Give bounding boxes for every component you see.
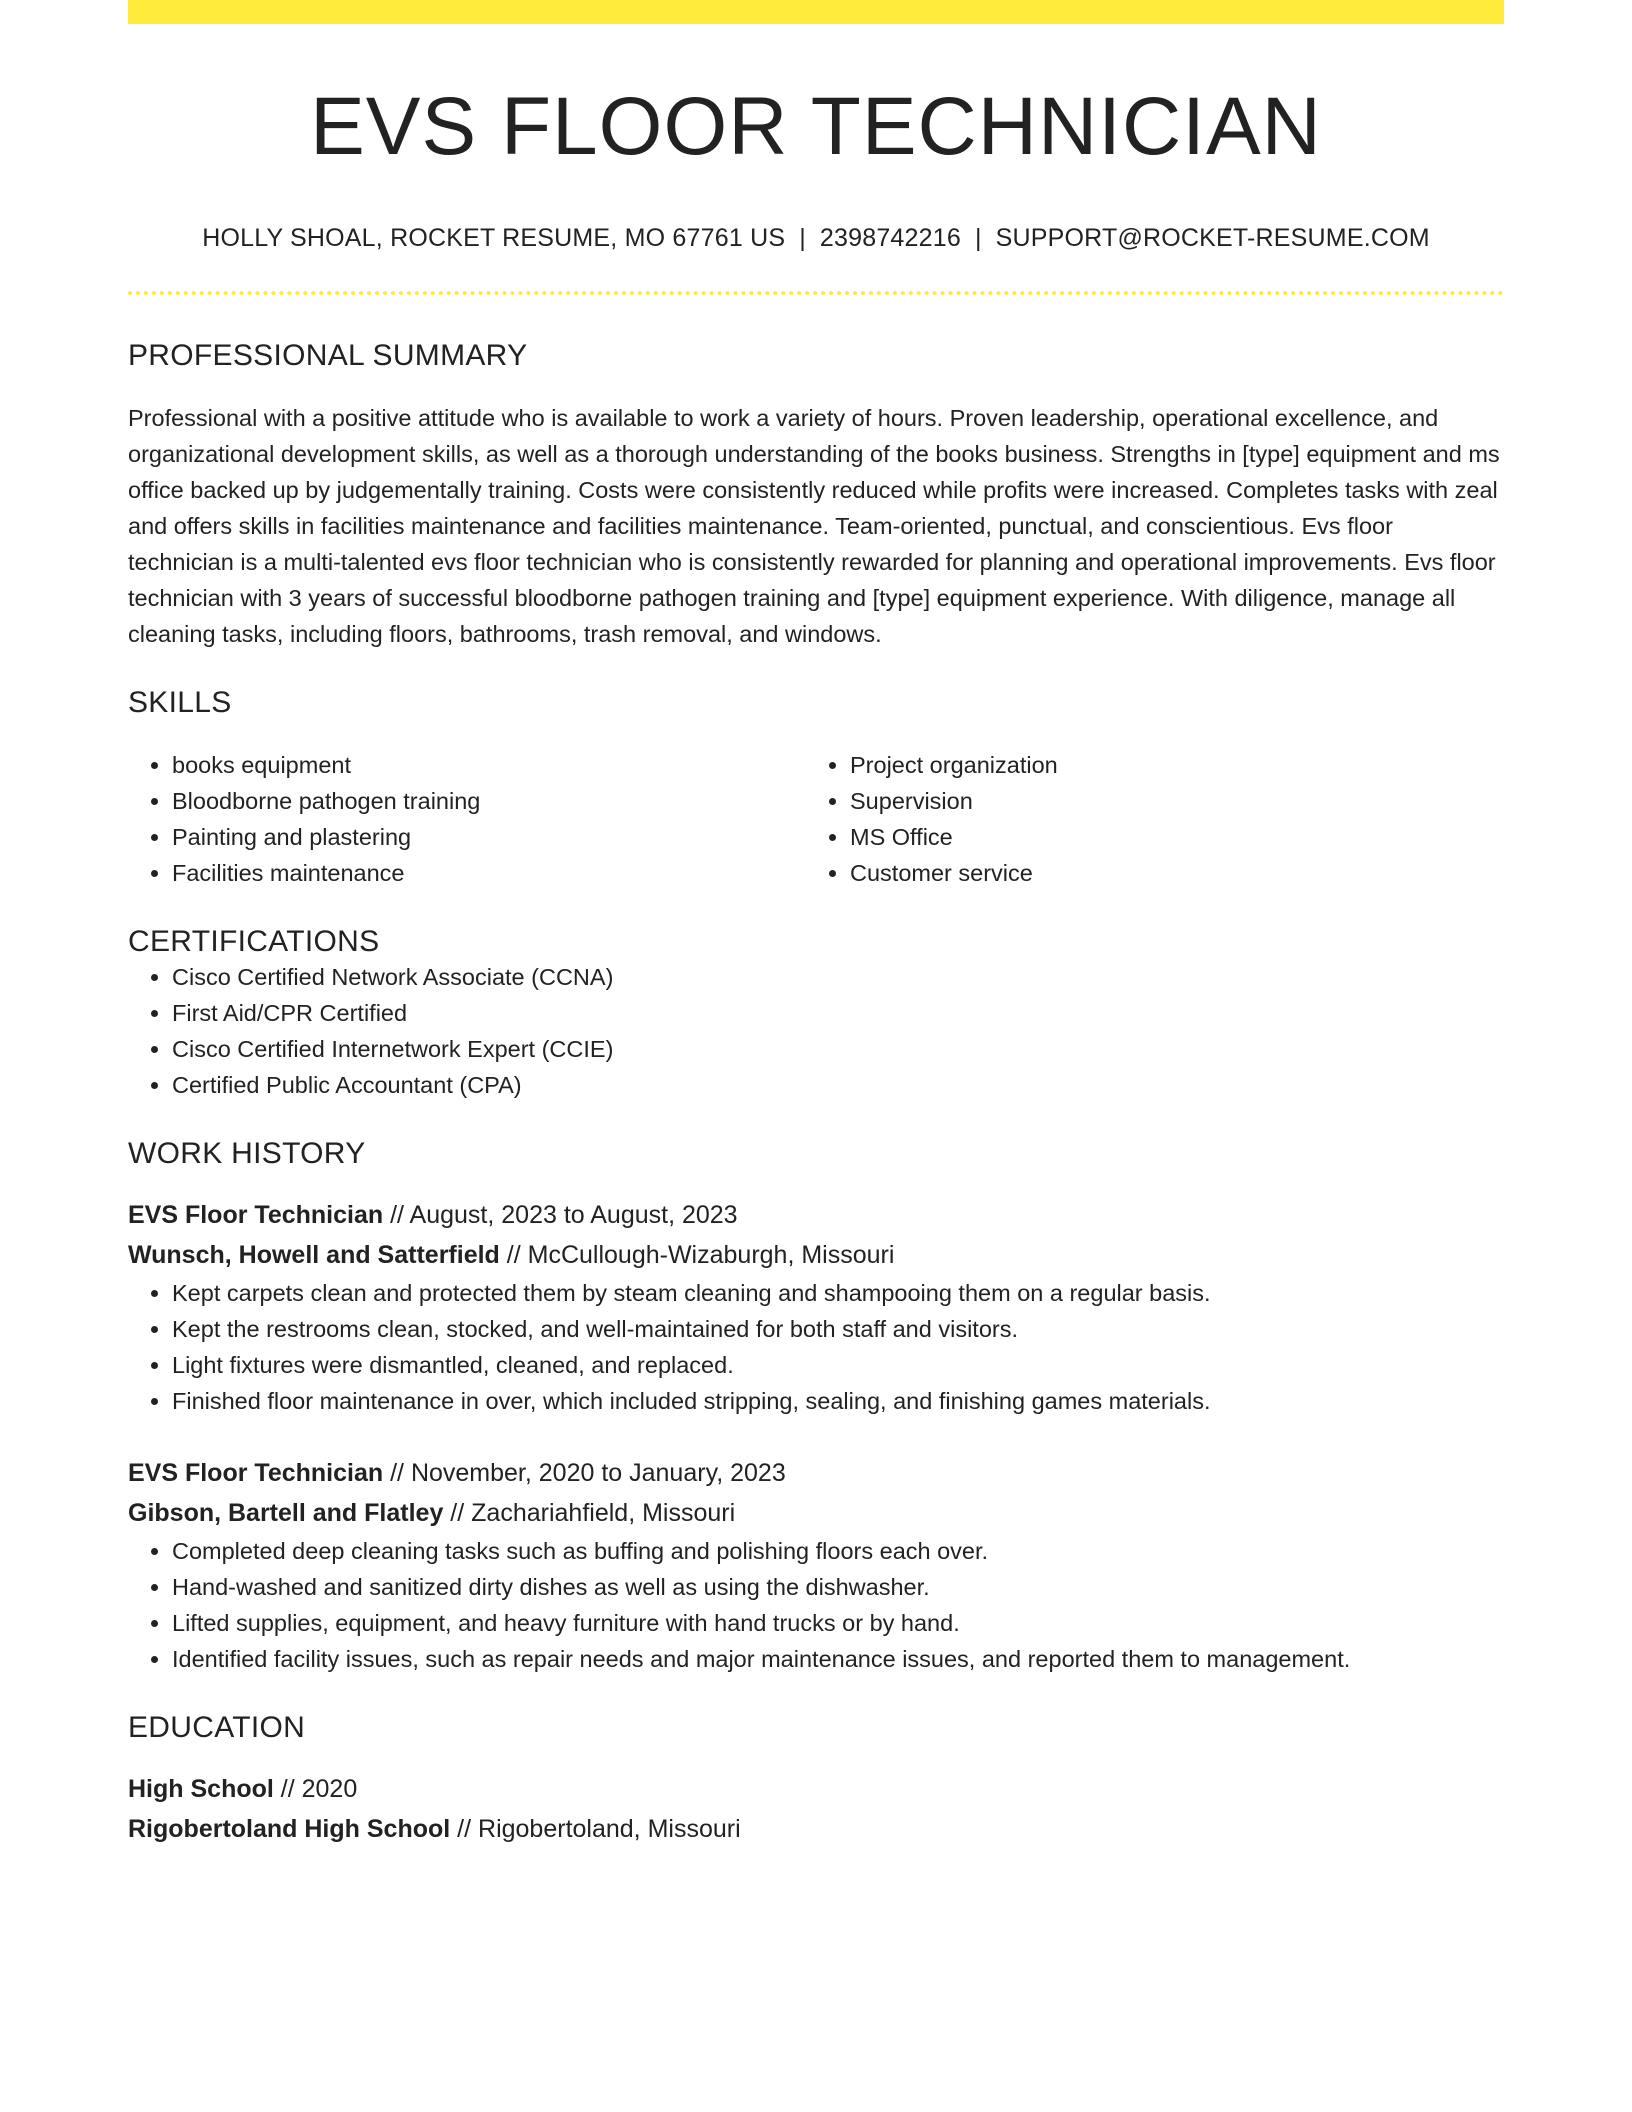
certification-item: • Cisco Certified Internetwork Expert (CCIE) [172,1031,1504,1067]
contact-separator: | [974,224,982,253]
job-separator: // [443,1499,472,1528]
education-separator: // [273,1775,302,1804]
work-history-heading: WORK HISTORY [128,1137,366,1171]
education-degree: High School [128,1775,274,1804]
job-bullet: • Lifted supplies, equipment, and heavy furniture with hand trucks or by hand. [172,1605,1504,1641]
job-separator: // [383,1201,410,1230]
skills-column-right [806,747,1484,891]
resume-page [128,0,1504,1849]
job-company-line [128,1235,1504,1275]
skill-item: • Project organization [850,747,1484,783]
skill-item: • MS Office [850,819,1484,855]
work-history-section [128,1137,1504,1677]
skill-item: • Supervision [850,783,1484,819]
certifications-section [128,925,1504,1103]
contact-email: SUPPORT@ROCKET-RESUME.COM [995,224,1430,253]
contact-line [128,224,1504,253]
contact-phone: 2398742216 [819,224,961,253]
job-bullet: • Identified facility issues, such as repair needs and major maintenance issues, and reported them to management. [172,1641,1504,1677]
job-bullet: • Hand-washed and sanitized dirty dishes as well as using the dishwasher. [172,1569,1504,1605]
job-bullet: • Kept the restrooms clean, stocked, and well-maintained for both staff and visitors. [172,1311,1504,1347]
certifications-heading: CERTIFICATIONS [128,925,380,959]
skills-grid [128,747,1504,891]
skills-list-left [128,747,806,891]
skills-list-right [806,747,1484,891]
job-bullet: • Light fixtures were dismantled, cleaned, and replaced. [172,1347,1504,1383]
job-company: Gibson, Bartell and Flatley [128,1499,444,1528]
education-entry [128,1769,1504,1849]
job-bullet: • Finished floor maintenance in over, which included stripping, sealing, and finishing games materials. [172,1383,1504,1419]
skills-heading: SKILLS [128,686,232,720]
job-bullet-list [128,1533,1504,1677]
certification-item: • First Aid/CPR Certified [172,995,1504,1031]
job-bullet-list [128,1275,1504,1419]
education-section [128,1711,1504,1849]
summary-text: Professional with a positive attitude who is available to work a variety of hours. Proven leadership, operational excellence, and organizational development skills, as well as a thorough understanding of the books business. Strengths in [type] equipment and ms office backed up by judgementally training. Costs were consistently reduced while profits were increased. Completes tasks with zeal and offers skills in facilities maintenance and facilities maintenance. Team-oriented, punctual, and conscientious. Evs floor technician is a multi-talented evs floor technician who is consistently rewarded for planning and operational improvements. Evs floor technician with 3 years of successful bloodborne pathogen training and [type] equipment experience. With diligence, manage all cleaning tasks, including floors, bathrooms, trash removal, and windows. [128,405,1500,648]
job-dates: August, 2023 to August, 2023 [409,1201,738,1230]
certification-item: • Certified Public Accountant (CPA) [172,1067,1504,1103]
skill-item: • books equipment [172,747,806,783]
skill-item: • Painting and plastering [172,819,806,855]
education-location: Rigobertoland, Missouri [478,1815,741,1844]
job-bullet: • Kept carpets clean and protected them by steam cleaning and shampooing them on a regular basis. [172,1275,1504,1311]
certification-item: • Cisco Certified Network Associate (CCNA) [172,959,1504,995]
job-title: EVS Floor Technician [128,1459,384,1488]
job-separator: // [499,1241,528,1270]
job-location: McCullough-Wizaburgh, Missouri [527,1241,895,1270]
job-location: Zachariahfield, Missouri [471,1499,736,1528]
job-separator: // [383,1459,411,1488]
summary-section [128,339,1504,652]
top-accent-bar [128,0,1504,24]
education-separator: // [450,1815,479,1844]
summary-heading: PROFESSIONAL SUMMARY [128,339,528,373]
job-title-line [128,1195,1504,1235]
education-school: Rigobertoland High School [128,1815,451,1844]
skill-item: • Facilities maintenance [172,855,806,891]
education-heading: EDUCATION [128,1711,306,1745]
skill-item: • Bloodborne pathogen training [172,783,806,819]
resume-title: EVS FLOOR TECHNICIAN [310,81,1322,172]
education-degree-line [128,1769,1504,1809]
job-title-line [128,1453,1504,1493]
certifications-list [128,959,1504,1103]
job-entry [128,1453,1504,1677]
job-company: Wunsch, Howell and Satterfield [128,1241,500,1270]
contact-address: HOLLY SHOAL, ROCKET RESUME, MO 67761 US [202,224,786,253]
skills-section [128,686,1504,891]
job-bullet: • Completed deep cleaning tasks such as buffing and polishing floors each over. [172,1533,1504,1569]
education-year: 2020 [301,1775,358,1804]
dotted-divider [128,291,1504,295]
job-dates: November, 2020 to January, 2023 [410,1459,786,1488]
skills-column-left [128,747,806,891]
education-school-line [128,1809,1504,1849]
job-title: EVS Floor Technician [128,1201,384,1230]
job-company-line [128,1493,1504,1533]
job-entry [128,1195,1504,1419]
contact-separator: | [799,224,806,253]
skill-item: • Customer service [850,855,1484,891]
